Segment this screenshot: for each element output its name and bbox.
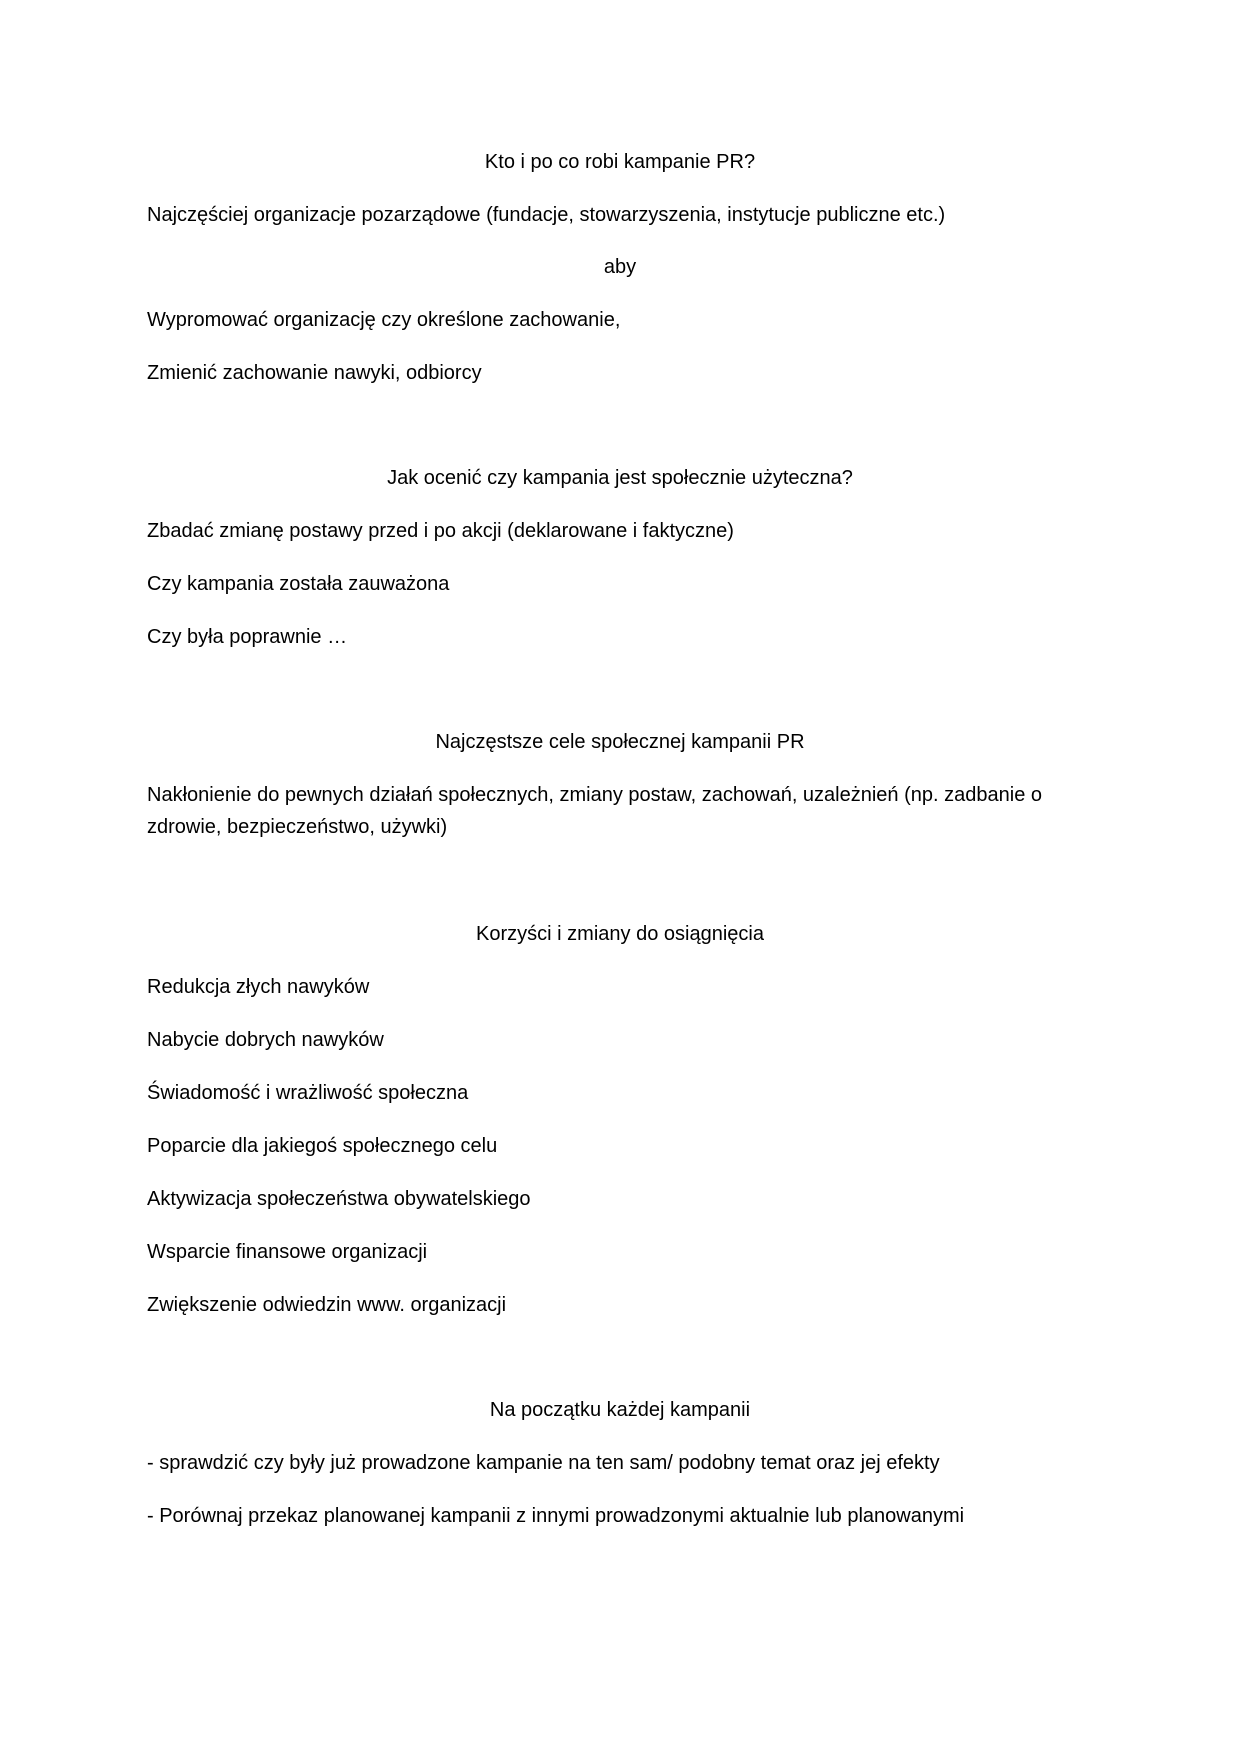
section-heading-who-and-why: Kto i po co robi kampanie PR? (484, 151, 756, 173)
list-item: Poparcie dla jakiegoś społecznego celu (147, 1135, 498, 1157)
paragraph-line: Najczęściej organizacje pozarządowe (fundacje, stowarzyszenia, instytucje publiczne etc.) (147, 204, 946, 226)
paragraph-line-centered: aby (603, 256, 637, 278)
paragraph-wrapped: Nakłonienie do pewnych działań społecznych, zmiany postaw, zachowań, uzależnień (np. zadbanie o zdrowie, bezpieczeństwo, używki) (147, 784, 1042, 838)
section-heading-benefits: Korzyści i zmiany do osiągnięcia (476, 923, 764, 945)
section-heading-evaluation: Jak ocenić czy kampania jest społecznie użyteczna? (387, 467, 853, 489)
list-item: Aktywizacja społeczeństwa obywatelskiego (147, 1188, 531, 1210)
list-item: Nabycie dobrych nawyków (147, 1029, 384, 1051)
list-item: Redukcja złych nawyków (147, 976, 370, 998)
paragraph-line: Zbadać zmianę postawy przed i po akcji (deklarowane i faktyczne) (147, 520, 734, 542)
paragraph-line: Zmienić zachowanie nawyki, odbiorcy (147, 362, 482, 384)
list-item: - sprawdzić czy były już prowadzone kampanie na ten sam/ podobny temat oraz jej efekty (147, 1452, 940, 1474)
list-item: Wsparcie finansowe organizacji (147, 1241, 428, 1263)
list-item: Zwiększenie odwiedzin www. organizacji (147, 1294, 507, 1316)
paragraph-line: Czy była poprawnie … (147, 626, 348, 648)
paragraph-line: Wypromować organizację czy określone zachowanie, (147, 309, 621, 331)
section-heading-start: Na początku każdej kampanii (489, 1399, 751, 1421)
section-heading-goals: Najczęstsze cele społecznej kampanii PR (435, 731, 805, 753)
list-item: - Porównaj przekaz planowanej kampanii z innymi prowadzonymi aktualnie lub planowanymi (147, 1505, 965, 1527)
paragraph-line: Czy kampania została zauważona (147, 573, 450, 595)
list-item: Świadomość i wrażliwość społeczna (147, 1082, 469, 1104)
